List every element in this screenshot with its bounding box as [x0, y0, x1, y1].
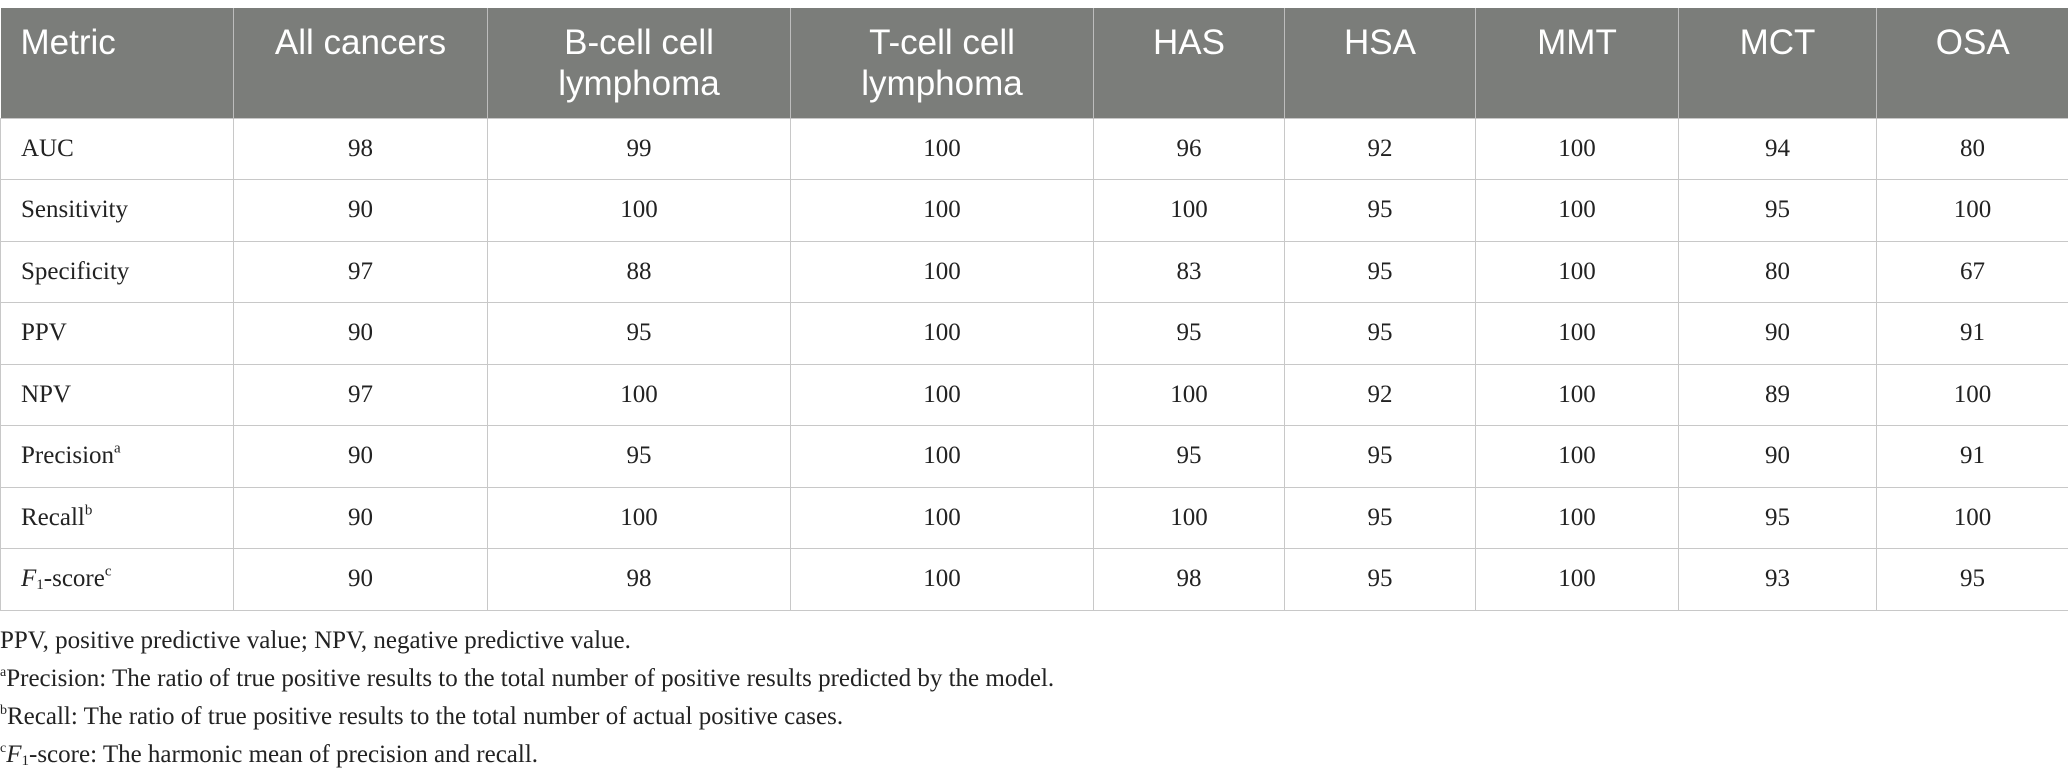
- cell: 100: [1094, 487, 1285, 549]
- header-has: HAS: [1094, 8, 1285, 118]
- cell: 95: [1285, 241, 1476, 303]
- cell: 67: [1877, 241, 2068, 303]
- row-label-sensitivity: Sensitivity: [1, 180, 234, 242]
- row-label-ppv: PPV: [1, 303, 234, 365]
- cell: 95: [1094, 426, 1285, 488]
- cell: 91: [1877, 303, 2068, 365]
- header-osa: OSA: [1877, 8, 2068, 118]
- cell: 100: [1476, 549, 1679, 611]
- cell: 100: [488, 180, 791, 242]
- header-hsa: HSA: [1285, 8, 1476, 118]
- table-row: [1, 303, 2068, 365]
- row-label-precision: Precision$^a$: [1, 426, 234, 488]
- cell: 100: [791, 487, 1094, 549]
- table-row: [1, 241, 2068, 303]
- cell: 95: [1877, 549, 2068, 611]
- cell: 95: [488, 303, 791, 365]
- header-metric: Metric: [1, 8, 234, 118]
- cell: 100: [1476, 118, 1679, 180]
- footnote-marker: c: [104, 563, 112, 580]
- cell: 100: [1877, 180, 2068, 242]
- cell: 100: [488, 487, 791, 549]
- cell: 80: [1679, 241, 1877, 303]
- cell: 98: [234, 118, 488, 180]
- cell: 100: [1476, 303, 1679, 365]
- cell: 100: [791, 241, 1094, 303]
- cell: 96: [1094, 118, 1285, 180]
- cell: 98: [488, 549, 791, 611]
- header-mct: MCT: [1679, 8, 1877, 118]
- header-mmt: MMT: [1476, 8, 1679, 118]
- cell: 100: [1476, 487, 1679, 549]
- cell: 100: [1094, 180, 1285, 242]
- cell: 100: [1476, 364, 1679, 426]
- cell: 95: [1094, 303, 1285, 365]
- cell: 100: [791, 426, 1094, 488]
- cell: 80: [1877, 118, 2068, 180]
- row-label-f1-score: $F_1-score^c$: [1, 549, 234, 611]
- cell: 93: [1679, 549, 1877, 611]
- row-label-auc: AUC: [1, 118, 234, 180]
- footnote-marker: b: [84, 502, 93, 519]
- cell: 90: [1679, 303, 1877, 365]
- cell: 95: [1285, 549, 1476, 611]
- cell: 99: [488, 118, 791, 180]
- cell: 100: [791, 180, 1094, 242]
- table-footnotes: [0, 622, 1054, 774]
- cell: 97: [234, 241, 488, 303]
- table-row: [1, 118, 2068, 180]
- metrics-table: [0, 8, 2068, 611]
- cell: 95: [488, 426, 791, 488]
- cell: 95: [1285, 303, 1476, 365]
- header-row: [1, 8, 2068, 118]
- cell: 100: [1877, 364, 2068, 426]
- cell: 90: [234, 487, 488, 549]
- cell: 100: [791, 549, 1094, 611]
- cell: 100: [1476, 180, 1679, 242]
- cell: 95: [1679, 180, 1877, 242]
- table-container: [0, 8, 2068, 611]
- table-row: [1, 364, 2068, 426]
- cell: 89: [1679, 364, 1877, 426]
- footnote-marker: a: [114, 440, 121, 457]
- row-label-recall: Recall$^b$: [1, 487, 234, 549]
- cell: 95: [1285, 426, 1476, 488]
- cell: 97: [234, 364, 488, 426]
- cell: 88: [488, 241, 791, 303]
- cell: 100: [1877, 487, 2068, 549]
- cell: 83: [1094, 241, 1285, 303]
- cell: 94: [1679, 118, 1877, 180]
- cell: 100: [1094, 364, 1285, 426]
- footnote-a: $^a$Precision: The ratio of true positive results to the total number of positive results predicted by the model.: [0, 665, 1055, 692]
- header-t-cell-lymphoma: T-cell cell lymphoma: [791, 8, 1094, 118]
- cell: 100: [791, 118, 1094, 180]
- row-label-specificity: Specificity: [1, 241, 234, 303]
- cell: 95: [1679, 487, 1877, 549]
- table-body: [1, 118, 2068, 610]
- cell: 98: [1094, 549, 1285, 611]
- footnote-abbreviations: PPV, positive predictive value; NPV, negative predictive value.: [0, 627, 631, 654]
- cell: 90: [234, 549, 488, 611]
- cell: 92: [1285, 118, 1476, 180]
- table-row: [1, 487, 2068, 549]
- cell: 100: [488, 364, 791, 426]
- cell: 100: [1476, 241, 1679, 303]
- cell: 100: [791, 303, 1094, 365]
- table-row: [1, 549, 2068, 611]
- footnote-c: $^cF_1$-score: The harmonic mean of precision and recall.: [0, 741, 539, 769]
- cell: 91: [1877, 426, 2068, 488]
- cell: 90: [234, 426, 488, 488]
- footnote-b: $^b$Recall: The ratio of true positive results to the total number of actual positive cases.: [0, 703, 844, 730]
- cell: 90: [1679, 426, 1877, 488]
- table-row: [1, 180, 2068, 242]
- cell: 90: [234, 180, 488, 242]
- cell: 100: [791, 364, 1094, 426]
- table-row: [1, 426, 2068, 488]
- header-b-cell-lymphoma: B-cell cell lymphoma: [488, 8, 791, 118]
- cell: 90: [234, 303, 488, 365]
- cell: 100: [1476, 426, 1679, 488]
- header-all-cancers: All cancers: [234, 8, 488, 118]
- row-label-npv: NPV: [1, 364, 234, 426]
- cell: 95: [1285, 487, 1476, 549]
- cell: 92: [1285, 364, 1476, 426]
- table-header: [1, 8, 2068, 118]
- cell: 95: [1285, 180, 1476, 242]
